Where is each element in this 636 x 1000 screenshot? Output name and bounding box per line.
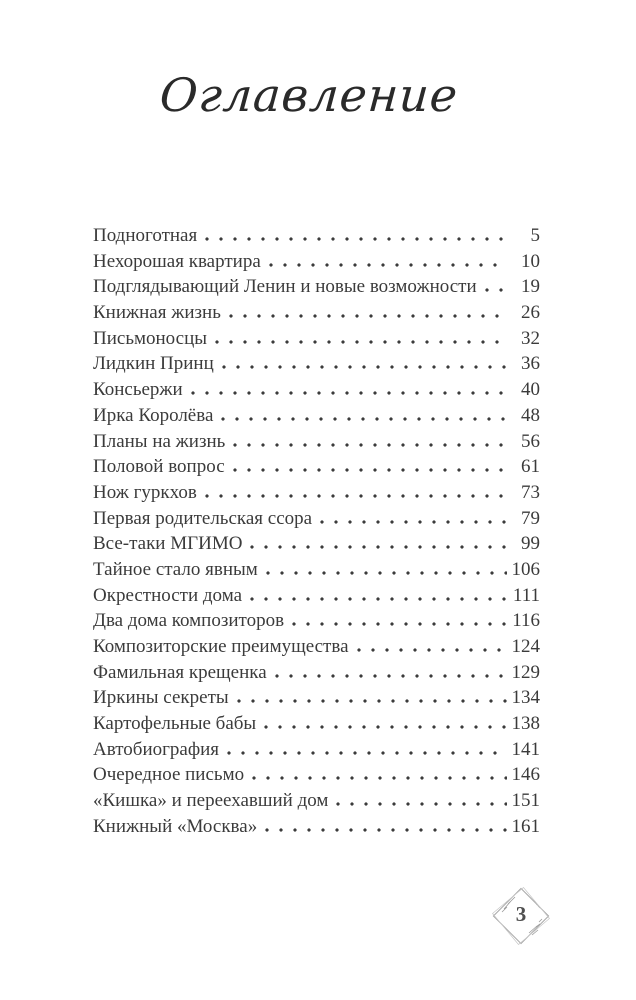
toc-entry-page: 61	[521, 456, 540, 478]
toc-entry-page: 111	[512, 584, 540, 606]
toc-entry-title: Автобиография	[93, 738, 220, 760]
toc-entry	[93, 403, 540, 429]
toc-entry-page: 48	[521, 404, 540, 426]
toc-entry	[93, 326, 540, 352]
toc-entry-page: 138	[511, 713, 540, 735]
toc-entry-title: Подглядывающий Ленин и новые возможности	[93, 276, 477, 298]
toc-entry-page: 129	[511, 661, 540, 683]
toc-entry-page: 40	[521, 379, 540, 401]
dot-leader	[266, 571, 507, 575]
toc-entry	[93, 274, 540, 300]
dot-leader	[233, 443, 507, 447]
toc-entry-page: 56	[521, 430, 540, 452]
dot-leader	[227, 751, 507, 755]
toc-entry	[93, 685, 540, 711]
toc-entry-page: 36	[521, 353, 540, 375]
toc-entry-page: 79	[521, 507, 540, 529]
toc-entry-title: Первая родительская ссора	[93, 507, 313, 529]
toc-entry	[93, 660, 540, 686]
toc-entry-page: 73	[521, 481, 540, 503]
toc-entry-title: Половой вопрос	[93, 456, 225, 478]
toc-entry-page: 32	[521, 327, 540, 349]
toc-entry-title: Окрестности дома	[93, 584, 243, 606]
dot-leader	[229, 314, 507, 318]
toc-entry	[93, 608, 540, 634]
toc-entry-page: 141	[511, 738, 540, 760]
toc-entry-page: 99	[521, 533, 540, 555]
toc-entry-title: Книжная жизнь	[93, 302, 221, 324]
toc-entry-page: 116	[512, 610, 540, 632]
dot-leader	[357, 648, 507, 652]
toc-entry-title: Книжный «Москва»	[93, 815, 258, 837]
toc-entry-title: Тайное стало явным	[93, 558, 258, 580]
toc-entry-title: Нехорошая квартира	[93, 250, 261, 272]
toc-entry-title: Консьержи	[93, 379, 183, 401]
toc-entry-page: 26	[521, 302, 540, 324]
toc-entry	[93, 531, 540, 557]
toc-entry-title: Письмоносцы	[93, 327, 208, 349]
dot-leader	[252, 776, 507, 780]
toc-entry-page: 151	[511, 790, 540, 812]
dot-leader	[250, 597, 507, 601]
toc-entry-page: 124	[511, 636, 540, 657]
toc-entry-title: Лидкин Принц	[93, 353, 214, 375]
toc-entry-title: Подноготная	[93, 225, 198, 246]
toc-entry	[93, 480, 540, 506]
toc-entry-title: Очередное письмо	[93, 764, 245, 786]
dot-leader	[275, 674, 507, 678]
toc-entry-title: Два дома композиторов	[93, 610, 285, 632]
dot-leader	[264, 725, 507, 729]
toc-entry	[93, 583, 540, 609]
toc-entry	[93, 351, 540, 377]
dot-leader	[269, 263, 507, 267]
dot-leader	[222, 365, 507, 369]
toc-entry-title: Картофельные бабы	[93, 713, 257, 735]
toc-entry	[93, 300, 540, 326]
toc-entry	[93, 377, 540, 403]
toc-entry-page: 5	[530, 225, 540, 246]
page-number-ornament	[492, 887, 550, 945]
dot-leader	[191, 391, 507, 395]
toc-entry-title: Нож гуркхов	[93, 481, 197, 503]
toc-entry-page: 10	[521, 250, 540, 272]
toc-entry-page: 134	[511, 687, 540, 709]
dot-leader	[221, 417, 507, 421]
toc-entry	[93, 454, 540, 480]
toc-entry	[93, 223, 540, 249]
dot-leader	[485, 288, 507, 292]
dot-leader	[233, 468, 507, 472]
toc-entry-title: Планы на жизнь	[93, 430, 226, 452]
dot-leader	[205, 237, 507, 241]
toc-entry-page: 106	[511, 558, 540, 580]
dot-leader	[336, 802, 507, 806]
toc-entry	[93, 429, 540, 455]
toc-entry-page: 161	[511, 815, 540, 837]
toc-entry	[93, 762, 540, 788]
dot-leader	[320, 520, 507, 524]
toc-entry-title: «Кишка» и переехавший дом	[93, 790, 329, 812]
toc-entry	[93, 711, 540, 737]
page-title: Оглавление	[158, 68, 460, 122]
dot-leader	[215, 340, 507, 344]
toc-entry	[93, 788, 540, 814]
toc-entry	[93, 814, 540, 840]
toc-entry-page: 146	[511, 764, 540, 786]
toc-entry-title: Ирка Королёва	[93, 404, 214, 426]
toc-entry-title: Все-таки МГИМО	[93, 533, 243, 555]
page-number: 3	[515, 902, 527, 926]
toc-entry	[93, 249, 540, 275]
toc-entry	[93, 557, 540, 583]
dot-leader	[292, 622, 507, 626]
dot-leader	[250, 545, 507, 549]
toc-entry-title: Иркины секреты	[93, 687, 229, 709]
toc-entry-title: Фамильная крещенка	[93, 661, 267, 683]
toc-entry	[93, 634, 540, 660]
dot-leader	[265, 828, 507, 832]
dot-leader	[237, 699, 507, 703]
toc-entry	[93, 506, 540, 532]
dot-leader	[205, 494, 507, 498]
toc-entry-title: Композиторские преимущества	[93, 636, 349, 657]
toc-entry-page: 19	[521, 276, 540, 298]
toc-list	[93, 223, 540, 840]
toc-entry	[93, 737, 540, 763]
